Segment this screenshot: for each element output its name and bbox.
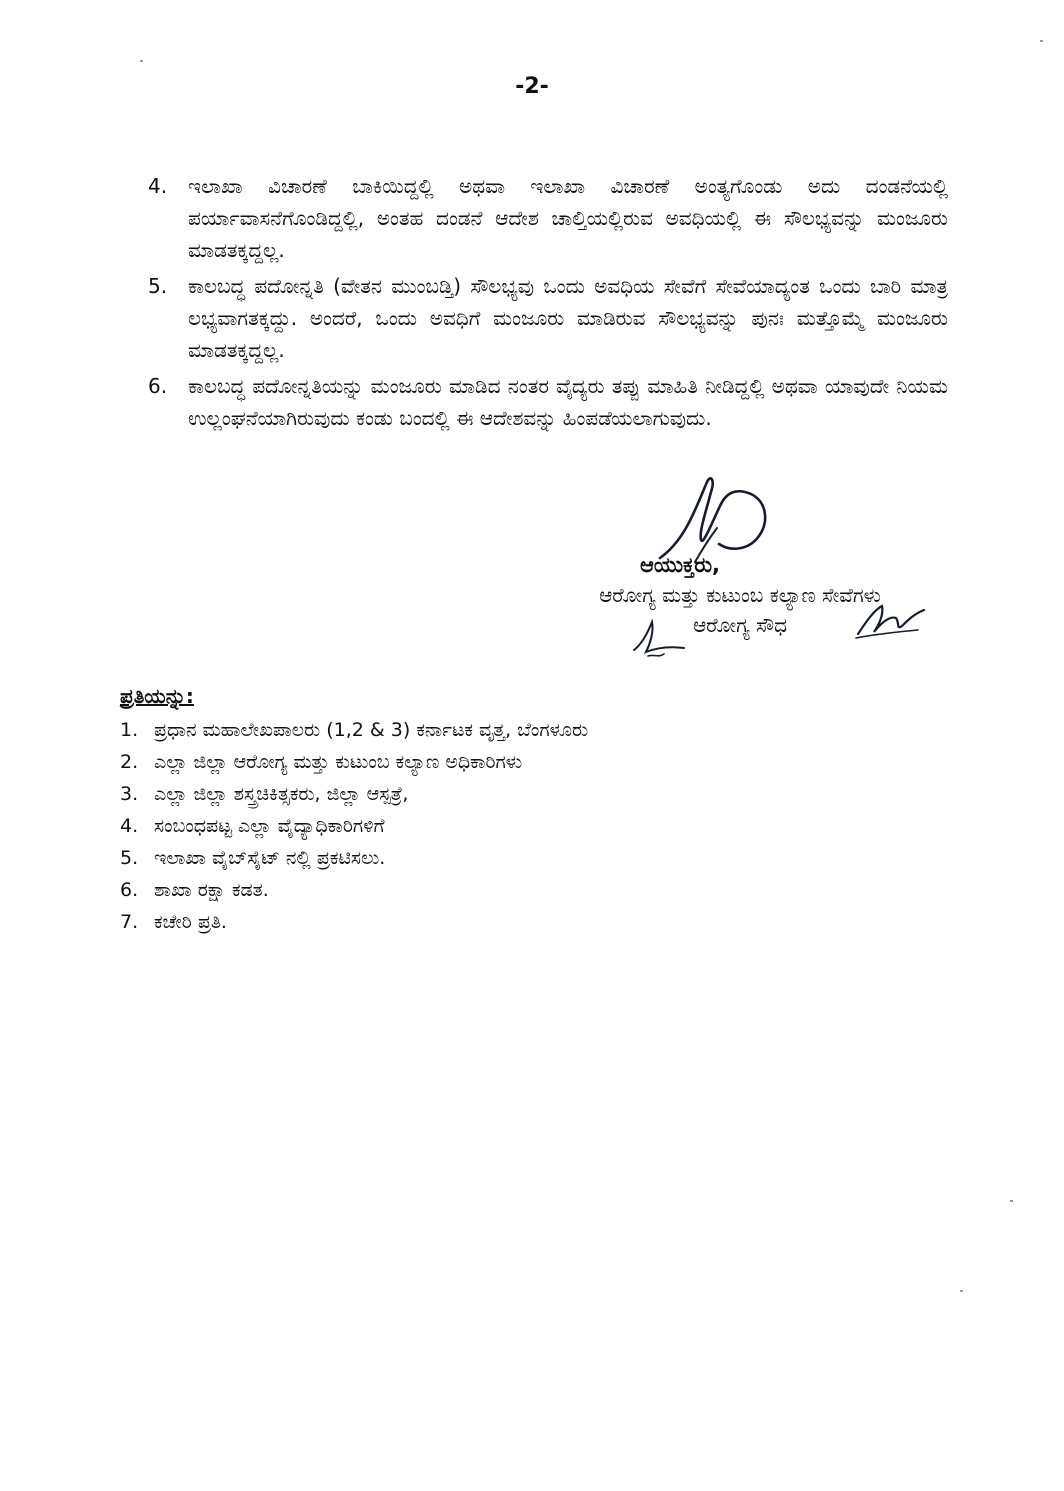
copy-to-text: ಶಾಖಾ ರಕ್ಷಾ ಕಡತ. [154, 879, 269, 901]
initials-mark [630, 618, 690, 660]
condition-text: ಇಲಾಖಾ ವಿಚಾರಣೆ ಬಾಕಿಯಿದ್ದಲ್ಲಿ ಅಥವಾ ಇಲಾಖಾ ವಿಚಾರಣೆ ಅಂತ್ಯಗೊಂಡು ಅದು ದಂಡನೆಯಲ್ಲಿ ಪರ್ಯಾವಾಸನೆಗೊಂಡಿದ್ದಲ್ಲಿ, ಅಂತಹ ದಂಡನೆ ಆದೇಶ ಚಾಲ್ತಿಯಲ್ಲಿರುವ ಅವಧಿಯಲ್ಲಿ ಈ ಸೌಲಭ್ಯವನ್ನು ಮಂಜೂರು ಮಾಡತಕ್ಕದ್ದಲ್ಲ. [188, 174, 948, 262]
signatory-department: ಆರೋಗ್ಯ ಮತ್ತು ಕುಟುಂಬ ಕಲ್ಯಾಣ ಸೇವೆಗಳು [599, 583, 881, 607]
copy-to-text: ಎಲ್ಲಾ ಜಿಲ್ಲಾ ಆರೋಗ್ಯ ಮತ್ತು ಕುಟುಂಬ ಕಲ್ಯಾಣ ಅಧಿಕಾರಿಗಳು [154, 751, 523, 773]
scan-speck [1010, 1200, 1013, 1202]
page-number: -2- [515, 74, 549, 99]
copy-to-number: 4. [120, 815, 139, 837]
copy-to-text: ಸಂಬಂಧಪಟ್ಟ ಎಲ್ಲಾ ವೈದ್ಯಾಧಿಕಾರಿಗಳಿಗೆ [154, 815, 385, 837]
copy-to-number: 7. [120, 911, 139, 933]
copy-to-item [120, 778, 940, 810]
scan-speck [140, 60, 143, 62]
copy-to-item [120, 906, 940, 938]
conditions-list [148, 170, 948, 438]
copy-to-section [120, 680, 940, 938]
copy-to-item [120, 810, 940, 842]
copy-to-text: ಇಲಾಖಾ ವೈಬ್‌ಸೈಟ್ ನಲ್ಲಿ ಪ್ರಕಟಿಸಲು. [154, 847, 386, 869]
initials-mark [852, 600, 930, 640]
condition-item [148, 170, 948, 266]
copy-to-number: 1. [120, 719, 139, 741]
copy-to-text: ಪ್ರಧಾನ ಮಹಾಲೇಖಪಾಲರು (1,2 & 3) ಕರ್ನಾಟಕ ವೃತ್ತ, ಬೆಂಗಳೂರು [154, 719, 589, 741]
scan-speck [960, 1290, 963, 1292]
signatory-office: ಆರೋಗ್ಯ ಸೌಧ [692, 613, 788, 637]
copy-to-item [120, 842, 940, 874]
condition-number: 4. [148, 174, 168, 198]
condition-item [148, 270, 948, 366]
scan-speck [1040, 40, 1043, 42]
copy-to-item [120, 874, 940, 906]
signatory-designation: ಆಯುಕ್ತರು, [640, 553, 721, 577]
copy-to-number: 6. [120, 879, 139, 901]
copy-to-text: ಕಚೇರಿ ಪ್ರತಿ. [154, 911, 227, 933]
condition-text: ಕಾಲಬದ್ಧ ಪದೋನ್ನತಿಯನ್ನು ಮಂಜೂರು ಮಾಡಿದ ನಂತರ ವೈದ್ಯರು ತಪ್ಪು ಮಾಹಿತಿ ನೀಡಿದ್ದಲ್ಲಿ ಅಥವಾ ಯಾವುದೇ ನಿಯಮ ಉಲ್ಲಂಘನೆಯಾಗಿರುವುದು ಕಂಡು ಬಂದಲ್ಲಿ ಈ ಆದೇಶವನ್ನು ಹಿಂಪಡೆಯಲಾಗುವುದು. [188, 374, 948, 430]
copy-to-text: ಎಲ್ಲಾ ಜಿಲ್ಲಾ ಶಸ್ತ್ರಚಿಕಿತ್ಸಕರು, ಜಿಲ್ಲಾ ಆಸ್ಪತ್ರೆ, [154, 783, 409, 805]
copy-to-number: 3. [120, 783, 139, 805]
copy-to-number: 2. [120, 751, 139, 773]
condition-number: 6. [148, 374, 168, 398]
condition-item [148, 370, 948, 434]
condition-text: ಕಾಲಬದ್ಧ ಪದೋನ್ನತಿ (ವೇತನ ಮುಂಬಡ್ತಿ) ಸೌಲಭ್ಯವು ಒಂದು ಅವಧಿಯ ಸೇವೆಗೆ ಸೇವೆಯಾದ್ಯಂತ ಒಂದು ಬಾರಿ ಮಾತ್ರ ಲಭ್ಯವಾಗತಕ್ಕದ್ದು. ಅಂದರೆ, ಒಂದು ಅವಧಿಗೆ ಮಂಜೂರು ಮಾಡಿರುವ ಸೌಲಭ್ಯವನ್ನು ಪುನಃ ಮತ್ತೊಮ್ಮೆ ಮಂಜೂರು ಮಾಡತಕ್ಕದ್ದಲ್ಲ. [188, 274, 948, 362]
copy-to-number: 5. [120, 847, 139, 869]
copy-to-item [120, 714, 940, 746]
condition-number: 5. [148, 274, 168, 298]
copy-to-heading: ಪ್ರತಿಯನ್ನು: [120, 684, 194, 708]
copy-to-item [120, 746, 940, 778]
